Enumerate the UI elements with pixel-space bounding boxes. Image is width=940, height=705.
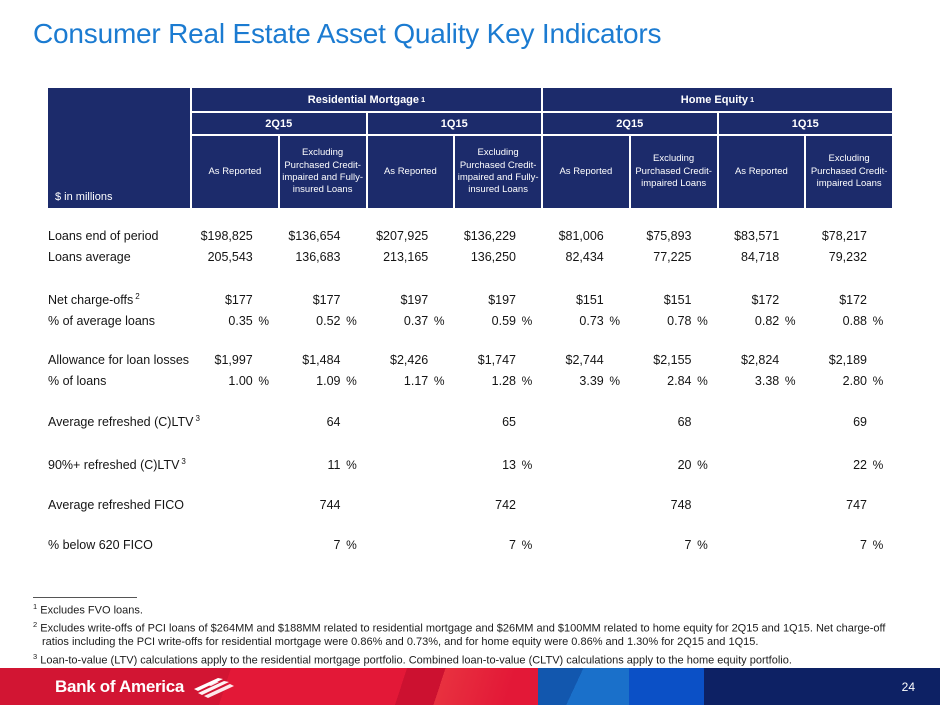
- table-cell: $151: [663, 292, 692, 307]
- table-cell: 744: [319, 497, 341, 512]
- table-cell: 136,683: [295, 249, 341, 264]
- table-cell: 13 %: [502, 457, 533, 472]
- footer-navy-band: [704, 668, 940, 705]
- table-cell: $177: [312, 292, 341, 307]
- row-label: 90%+ refreshed (C)LTV $^3$: [48, 456, 186, 473]
- footer-bar: [0, 668, 940, 705]
- table-cell: $2,189: [828, 352, 867, 367]
- table-cell: 213,165: [383, 249, 429, 264]
- table-cell: $2,426: [390, 352, 429, 367]
- row-label: % of loans: [48, 374, 107, 389]
- group-footnote-ref: 1: [421, 95, 426, 104]
- footnote-text: Excludes FVO loans.: [40, 604, 143, 617]
- table-cell: $1,747: [477, 352, 516, 367]
- table-cell: 1.00 %: [228, 373, 270, 388]
- table-cell: $81,006: [558, 228, 604, 243]
- table-row: [48, 494, 892, 515]
- footer-blue-bright-band: [629, 668, 704, 705]
- table-cell: 0.78 %: [667, 313, 708, 328]
- table-cell: $198,825: [200, 228, 253, 243]
- footer-red-band: [0, 668, 538, 705]
- column-header: As Reported: [719, 136, 805, 208]
- group-footnote-ref: 1: [750, 95, 755, 104]
- footnotes: [33, 597, 911, 668]
- table-row: [48, 411, 892, 432]
- table-cell: 0.82 %: [754, 313, 796, 328]
- table-cell: $2,155: [653, 352, 692, 367]
- table-cell: 7 %: [684, 537, 708, 552]
- page-title: Consumer Real Estate Asset Quality Key Indicators: [33, 18, 662, 49]
- brand-wordmark: Bank of America: [55, 676, 185, 696]
- table-row: [48, 310, 892, 331]
- table-cell: 2.80 %: [842, 373, 884, 388]
- table-cell: 79,232: [828, 249, 867, 264]
- table-cell: 0.59 %: [491, 313, 533, 328]
- table-cell: 3.38 %: [754, 373, 796, 388]
- table-cell: 3.39 %: [579, 373, 621, 388]
- footnote-text: Excludes write-offs of PCI loans of $264MM and $188MM related to residential mortgage and $26MM and $100MM related to home equity for 2Q15 and 1Q15. Net charge-off ratios including the PCI write-offs for residential mortgage were 0.86% and 0.73%, and for home equity were 0.86% and 1.30% for 2Q15 and 1Q15.: [40, 622, 886, 649]
- table-cell: 2.84 %: [667, 373, 708, 388]
- quarter-header: 2Q15: [543, 113, 717, 134]
- table-cell: $75,893: [646, 228, 692, 243]
- table-cell: $78,217: [821, 228, 867, 243]
- row-label: Loans average: [48, 250, 131, 265]
- table-header: [48, 88, 892, 208]
- table-cell: 1.17 %: [403, 373, 445, 388]
- table-cell: $2,824: [741, 352, 780, 367]
- table-cell: 65: [502, 414, 516, 429]
- footnote-1: [33, 600, 911, 618]
- table-cell: $197: [400, 292, 429, 307]
- table-cell: $172: [839, 292, 867, 307]
- table-cell: 84,718: [741, 249, 780, 264]
- table-row: [48, 534, 892, 555]
- table-row: [48, 349, 892, 370]
- table-cell: 747: [846, 497, 867, 512]
- table-cell: $136,229: [463, 228, 516, 243]
- table-cell: 1.28 %: [491, 373, 533, 388]
- row-label: Average refreshed FICO: [48, 498, 184, 513]
- table-cell: 68: [677, 414, 692, 429]
- bofa-flag-icon: [192, 676, 234, 698]
- table-cell: $172: [751, 292, 780, 307]
- quarter-header: 1Q15: [719, 113, 893, 134]
- row-label: % below 620 FICO: [48, 538, 153, 553]
- column-header: Excluding Purchased Credit-impaired Loans: [631, 136, 717, 208]
- table-cell: 0.73 %: [579, 313, 621, 328]
- table-cell: $1,997: [214, 352, 253, 367]
- column-header: As Reported: [192, 136, 278, 208]
- footnote-3: [33, 650, 911, 668]
- table-cell: 136,250: [470, 249, 516, 264]
- table-cell: $207,925: [376, 228, 429, 243]
- group-label: Residential Mortgage: [307, 93, 420, 106]
- table-row: [48, 289, 892, 310]
- table-cell: $177: [224, 292, 253, 307]
- table-cell: 64: [326, 414, 341, 429]
- table-cell: 82,434: [565, 249, 604, 264]
- table-cell: 7 %: [333, 537, 357, 552]
- bank-of-america-logo: [55, 676, 234, 698]
- asset-quality-table: [48, 88, 892, 555]
- row-label: Net charge-offs $^2$: [48, 291, 140, 308]
- table-cell: 20 %: [677, 457, 708, 472]
- row-label: Average refreshed (C)LTV $^3$: [48, 413, 200, 430]
- row-label: Allowance for loan losses: [48, 353, 190, 368]
- table-row: [48, 246, 892, 267]
- table-cell: 205,543: [207, 249, 253, 264]
- table-cell: 742: [495, 497, 516, 512]
- footnote-text: Loan-to-value (LTV) calculations apply to the residential mortgage portfolio. Combined loan-to-value (CLTV) calculations apply to the home equity portfolio.: [40, 654, 792, 667]
- group-header-home-equity: [543, 88, 892, 111]
- column-header: As Reported: [543, 136, 629, 208]
- group-header-residential-mortgage: [192, 88, 541, 111]
- table-cell: 77,225: [653, 249, 692, 264]
- table-cell: $197: [488, 292, 516, 307]
- column-header: Excluding Purchased Credit-impaired and Fully-insured Loans: [280, 136, 366, 208]
- table-cell: $136,654: [288, 228, 341, 243]
- quarter-header: 1Q15: [368, 113, 542, 134]
- footer-blue-mid-band: [538, 668, 629, 705]
- table-row: [48, 454, 892, 475]
- table-cell: 7 %: [860, 537, 884, 552]
- table-units-label: $ in millions: [48, 88, 190, 208]
- table-cell: $1,484: [302, 352, 341, 367]
- footnote-divider: [33, 597, 137, 598]
- table-body: [48, 208, 892, 555]
- footnote-marker: 3: [33, 651, 38, 661]
- table-cell: 0.35 %: [228, 313, 270, 328]
- footnote-2: [33, 618, 911, 650]
- page-number: 24: [901, 679, 915, 694]
- row-label: % of average loans: [48, 314, 156, 329]
- group-label: Home Equity: [680, 93, 749, 106]
- row-label: Loans end of period: [48, 229, 159, 244]
- table-cell: $83,571: [734, 228, 780, 243]
- table-cell: 0.88 %: [842, 313, 884, 328]
- footnote-marker: 1: [33, 602, 38, 611]
- column-header: Excluding Purchased Credit-impaired Loans: [806, 136, 892, 208]
- table-cell: $151: [575, 292, 604, 307]
- column-header: Excluding Purchased Credit-impaired and Fully-insured Loans: [455, 136, 541, 208]
- table-cell: 0.37 %: [403, 313, 445, 328]
- quarter-header: 2Q15: [192, 113, 366, 134]
- table-row: [48, 370, 892, 391]
- table-row: [48, 225, 892, 246]
- footnote-marker: 2: [33, 620, 38, 630]
- table-cell: $2,744: [565, 352, 604, 367]
- table-cell: 748: [670, 497, 692, 512]
- column-header: As Reported: [368, 136, 454, 208]
- table-cell: 1.09 %: [316, 373, 357, 388]
- table-cell: 0.52 %: [316, 313, 357, 328]
- table-cell: 7 %: [509, 537, 533, 552]
- table-cell: 22 %: [853, 457, 884, 472]
- table-cell: 69: [853, 414, 867, 429]
- table-cell: 11 %: [327, 457, 357, 472]
